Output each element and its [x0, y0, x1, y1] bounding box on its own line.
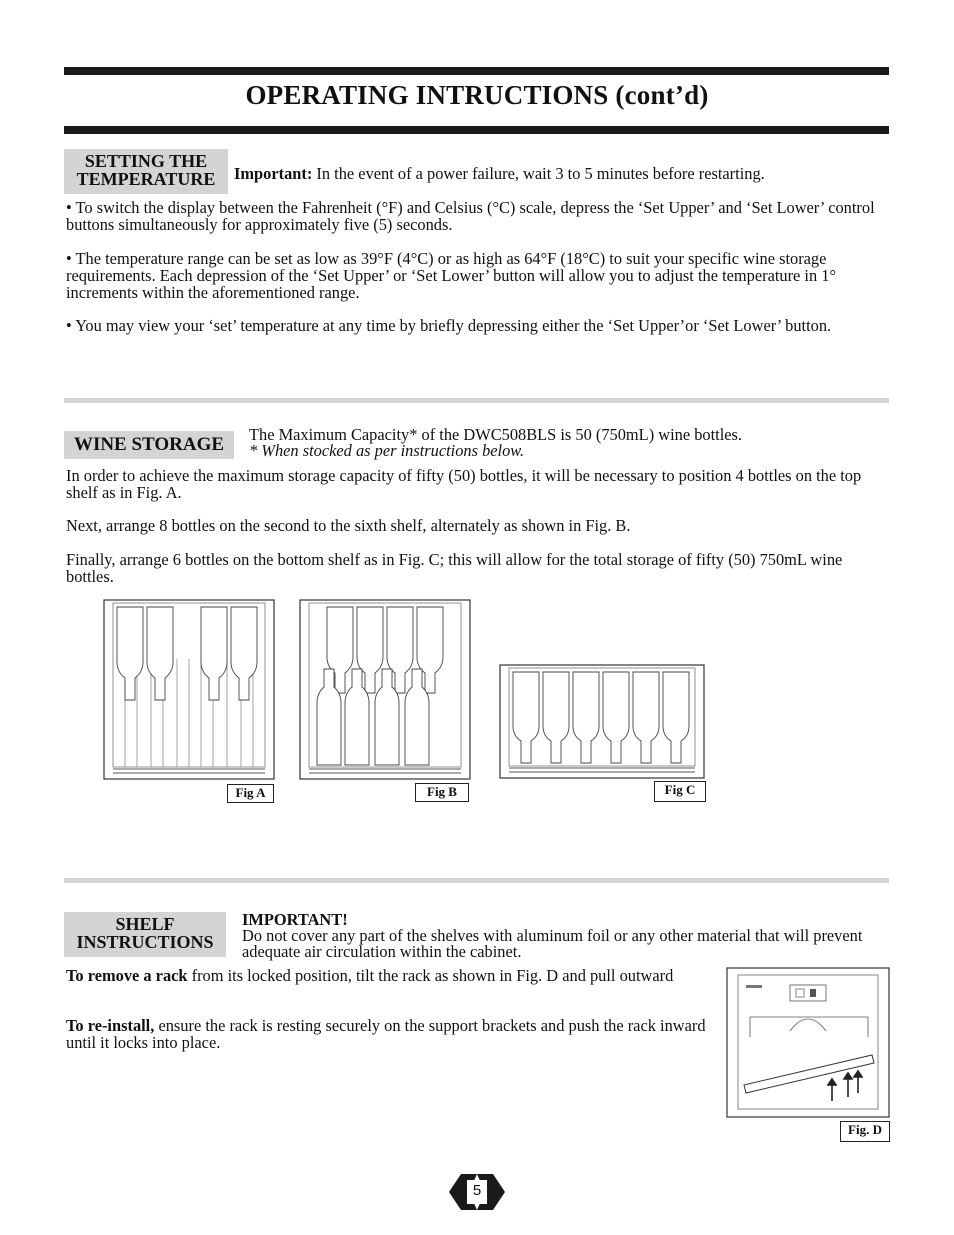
wine-capacity — [249, 427, 742, 459]
temperature-important — [234, 165, 765, 182]
temperature-bullet-2: • The temperature range can be set as low as 39°F (4°C) or as high as 64°F (18°C) to suit your specific wine storage requirements. Each depression of the ‘Set Upper’ or ‘Set Lower’ button will allow you to adjust the temperature in 1° increments within the aforementioned range. — [66, 249, 837, 302]
wine-storage-tag: WINE STORAGE — [64, 431, 234, 459]
figure-c-illustration — [499, 664, 705, 779]
figure-b-illustration — [299, 599, 471, 780]
figure-d-illustration — [726, 967, 890, 1118]
shelf-section-tag — [64, 912, 226, 957]
page-number: 5 — [472, 1182, 482, 1199]
remove-rack-paragraph — [66, 967, 706, 984]
temperature-tag-line1: SETTING THE — [84, 151, 208, 171]
control-panel-icon — [790, 985, 826, 1001]
capacity-footnote: * When stocked as per instructions below. — [249, 441, 525, 460]
section-divider-2 — [64, 878, 889, 883]
temperature-tag-line2: TEMPERATURE — [76, 169, 216, 189]
wine-paragraph-2: Next, arrange 8 bottles on the second to the sixth shelf, alternately as shown in Fig. B. — [66, 516, 631, 535]
reinstall-label: To re-install, — [66, 1016, 155, 1035]
reinstall-text: ensure the rack is resting securely on the support brackets and push the rack inward until it locks into place. — [66, 1016, 706, 1052]
fig-c-label: Fig C — [654, 781, 706, 802]
capacity-text: The Maximum Capacity* of the DWC508BLS is 50 (750mL) wine bottles. — [249, 425, 743, 444]
remove-rack-text: from its locked position, tilt the rack as shown in Fig. D and pull outward — [187, 966, 674, 985]
title-bottom-rule — [64, 126, 889, 134]
shelf-tag-line1: SHELF — [115, 914, 175, 934]
top-rule — [64, 67, 889, 75]
shelf-important-text: Do not cover any part of the shelves with aluminum foil or any other material that will prevent adequate air circulation within the cabinet. — [242, 926, 863, 961]
temperature-section-tag — [64, 149, 228, 194]
page-title: OPERATING INTRUCTIONS (cont’d) — [245, 80, 709, 110]
figure-a-illustration — [103, 599, 275, 780]
shelf-important — [242, 912, 882, 960]
temperature-bullet-3: • You may view your ‘set’ temperature at any time by briefly depressing either the ‘Set Upper’or ‘Set Lower’ button. — [66, 316, 832, 335]
temperature-bullet-1: • To switch the display between the Fahrenheit (°F) and Celsius (°C) scale, depress the ‘Set Upper’ and ‘Set Lower’ control buttons simultaneously for approximately five (5) seconds. — [66, 198, 875, 234]
fig-b-label: Fig B — [415, 783, 469, 802]
wine-paragraph-3: Finally, arrange 6 bottles on the bottom shelf as in Fig. C; this will allow for the total storage of fifty (50) 750mL wine bottles. — [66, 550, 843, 586]
important-text: In the event of a power failure, wait 3 to 5 minutes before restarting. — [316, 164, 765, 183]
shelf-important-heading: IMPORTANT! — [242, 910, 348, 929]
wine-paragraph-1: In order to achieve the maximum storage capacity of fifty (50) bottles, it will be necessary to position 4 bottles on the top shelf as in Fig. A. — [66, 466, 862, 502]
shelf-tag-line2: INSTRUCTIONS — [76, 932, 214, 952]
fig-a-label: Fig A — [227, 784, 274, 803]
fig-d-label: Fig. D — [840, 1121, 890, 1142]
section-divider-1 — [64, 398, 889, 403]
remove-rack-label: To remove a rack — [66, 966, 188, 985]
reinstall-paragraph — [66, 1017, 706, 1051]
important-label: Important: — [234, 164, 313, 183]
